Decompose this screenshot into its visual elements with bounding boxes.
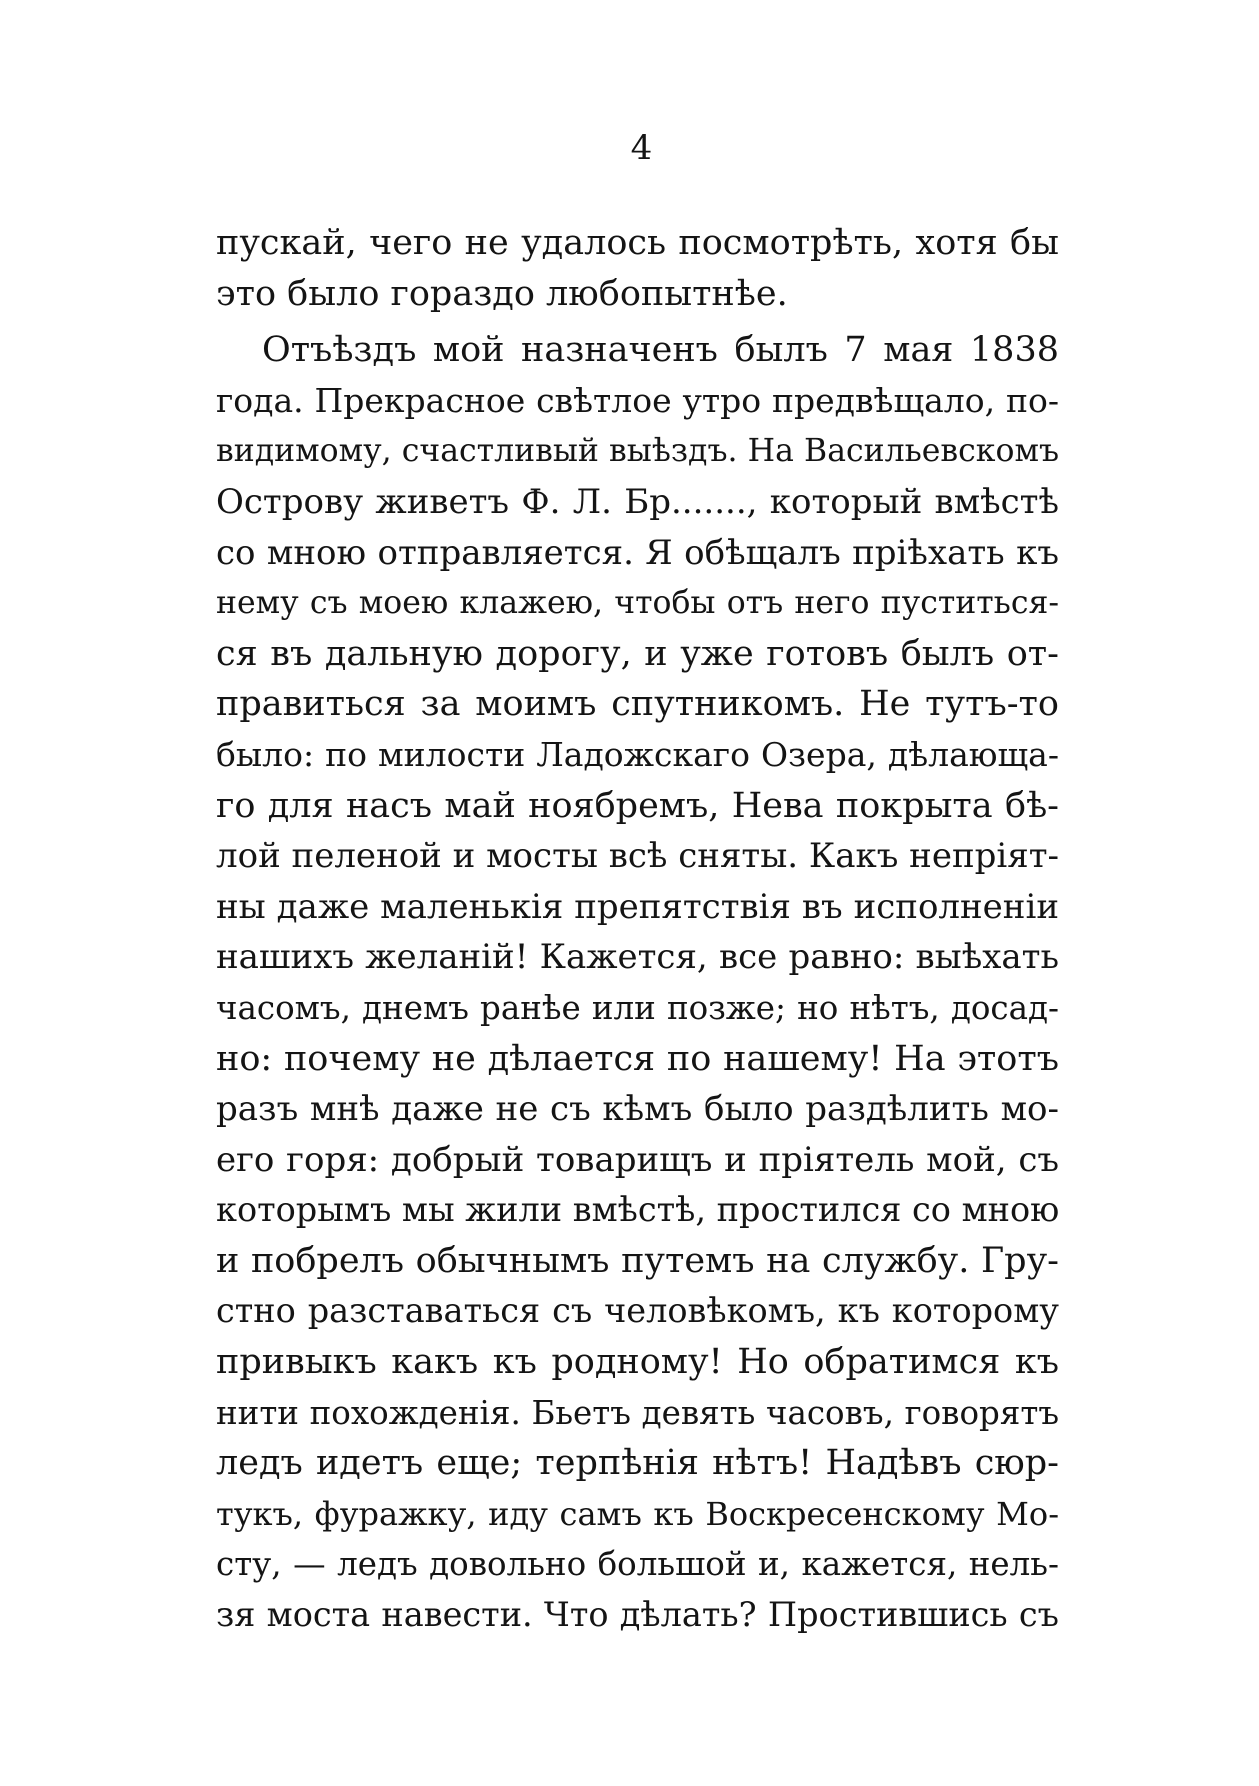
text-line: сту, — ледъ довольно большой и, кажется, нель-: [216, 1545, 1059, 1584]
text-line: нему съ моею клажею, чтобы отъ него пуститься-: [216, 585, 1059, 622]
text-line: которымъ мы жили вмѣстѣ, простился со мною: [216, 1190, 1059, 1230]
page-number: 4: [630, 128, 653, 168]
text-line: года. Прекрасное свѣтлое утро предвѣщало, по-: [216, 380, 1059, 420]
text-line: лой пеленой и мосты всѣ сняты. Какъ непріят-: [216, 836, 1059, 877]
text-line: со мною отправляется. Я обѣщалъ пріѣхать къ: [216, 532, 1059, 573]
text-line: нашихъ желаній! Кажется, все равно: выѣхать: [216, 937, 1059, 978]
text-line: ледъ идетъ еще; терпѣнія нѣтъ! Надѣвъ сюр-: [216, 1443, 1059, 1484]
text-line: ны даже маленькія препятствія въ исполненіи: [216, 886, 1059, 927]
text-line: и побрелъ обычнымъ путемъ на службу. Гру-: [216, 1240, 1059, 1281]
text-line: привыкъ какъ къ родному! Но обратимся къ: [216, 1342, 1059, 1383]
body-text: [216, 218, 1059, 1641]
text-line: тукъ, фуражку, иду самъ къ Воскресенскому Мо-: [216, 1494, 1059, 1533]
text-line: видимому, счастливый выѣздъ. На Васильевскомъ: [216, 433, 1059, 470]
text-line: Острову живетъ Ф. Л. Бр......., который вмѣстѣ: [216, 481, 1059, 522]
text-line: его горя: добрый товарищъ и пріятель мой, съ: [216, 1139, 1059, 1180]
text-line: часомъ, днемъ ранѣе или позже; но нѣтъ, досад-: [216, 988, 1059, 1027]
text-line: было: по милости Ладожскаго Озера, дѣлающа-: [216, 734, 1059, 774]
text-line: Отъѣздъ мой назначенъ былъ 7 мая 1838: [262, 330, 1059, 371]
text-line: ся въ дальную дорогу, и уже готовъ былъ от-: [216, 633, 1059, 674]
text-line: но: почему не дѣлается по нашему! На этотъ: [216, 1038, 1059, 1079]
text-line: нити похожденія. Бьетъ девять часовъ, говорятъ: [216, 1393, 1059, 1432]
text-line: пускай, чего не удалось посмотрѣть, хотя бы: [216, 223, 1059, 263]
text-line: го для насъ май ноябремъ, Нева покрыта бѣ-: [216, 785, 1059, 826]
text-line: стно разставаться съ человѣкомъ, къ которому: [216, 1291, 1059, 1331]
text-line: разъ мнѣ даже не съ кѣмъ было раздѣлить мо-: [216, 1089, 1059, 1130]
text-line: правиться за моимъ спутникомъ. Не тутъ-то: [216, 684, 1059, 725]
text-line: зя моста навести. Что дѣлать? Простившись съ: [216, 1595, 1059, 1635]
text-line: это было гораздо любопытнѣе.: [216, 273, 788, 314]
